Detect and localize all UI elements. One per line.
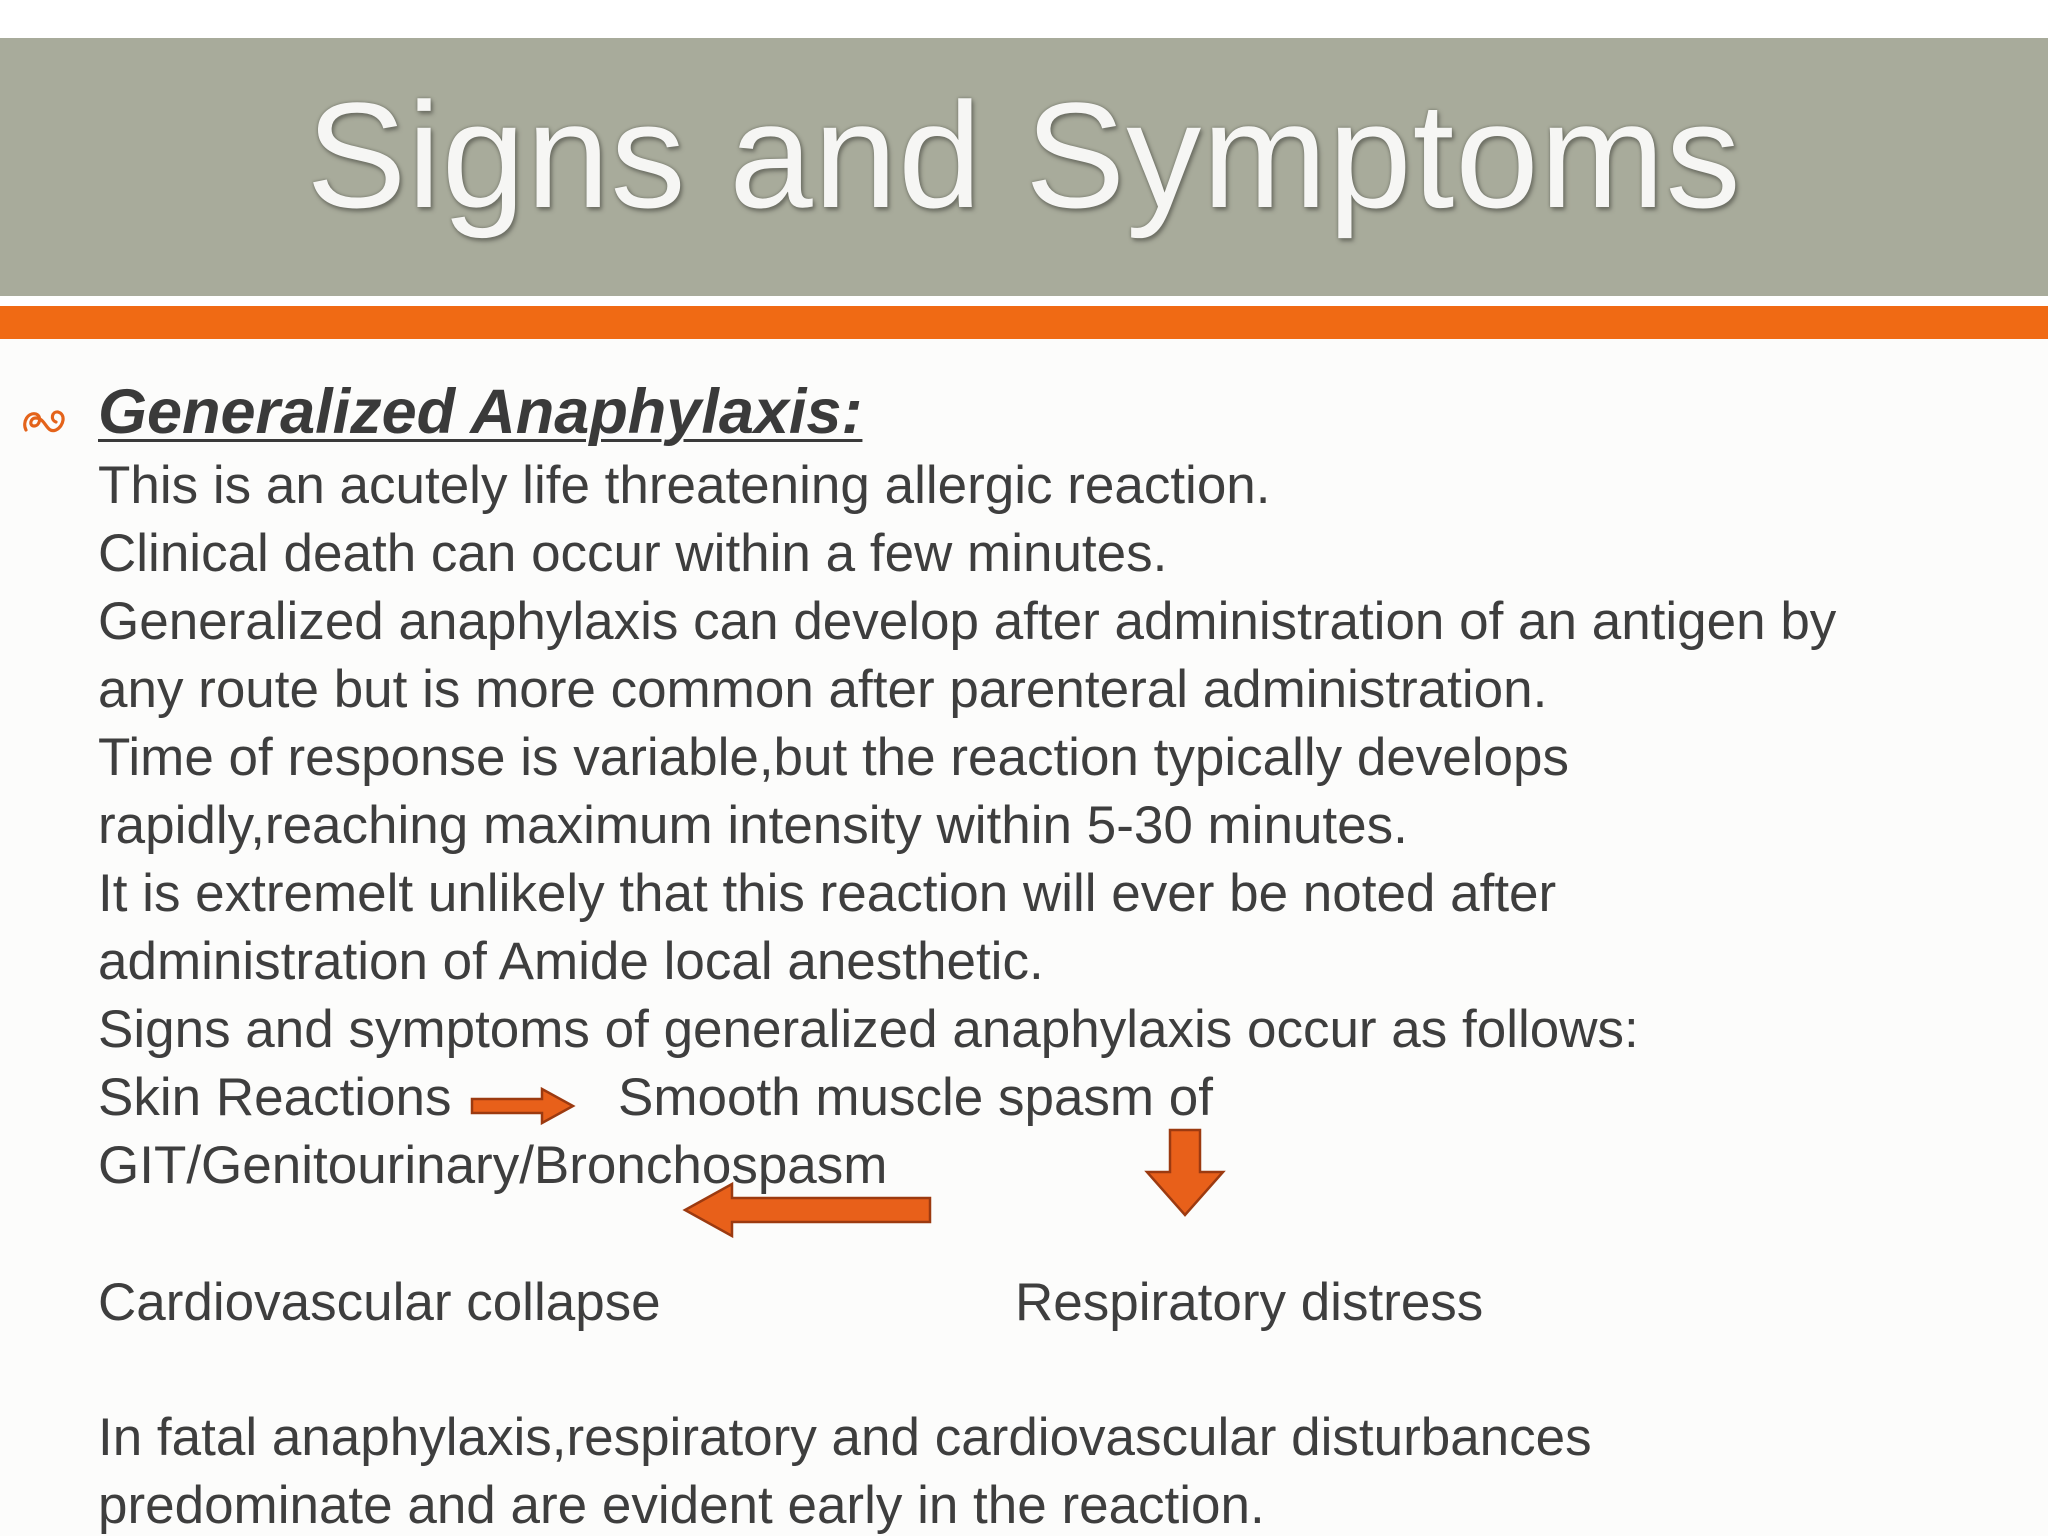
- closing-line: predominate and are evident early in the reaction.: [98, 1476, 1265, 1535]
- arrow-down-icon: [1144, 1128, 1226, 1218]
- flow-skin-reactions: Skin Reactions: [98, 1068, 452, 1127]
- bullet-ornament-svg: [20, 400, 72, 440]
- arrow-left-icon: [682, 1180, 932, 1240]
- slide-title: Signs and Symptoms: [306, 70, 1742, 239]
- slide-content: [98, 372, 2018, 1536]
- title-divider-gap: [0, 296, 2048, 306]
- body-line: It is extremelt unlikely that this reaction will ever be noted after: [98, 864, 1557, 923]
- body-line: administration of Amide local anesthetic.: [98, 932, 1044, 991]
- body-line: rapidly,reaching maximum intensity within 5-30 minutes.: [98, 796, 1408, 855]
- closing-paragraph: [98, 1404, 2018, 1536]
- body-line: Clinical death can occur within a few minutes.: [98, 524, 1168, 583]
- closing-line: In fatal anaphylaxis,respiratory and cardiovascular disturbances: [98, 1408, 1592, 1467]
- flow-smooth-muscle: Smooth muscle spasm of: [618, 1068, 1214, 1127]
- curly-ornament-icon: [20, 400, 72, 452]
- flow-respiratory-distress: Respiratory distress: [1015, 1273, 1484, 1332]
- body-line: This is an acutely life threatening allergic reaction.: [98, 456, 1271, 515]
- flow-cardiovascular-collapse: Cardiovascular collapse: [98, 1273, 661, 1332]
- flow-git-bronchospasm: GIT/Genitourinary/Bronchospasm: [98, 1136, 888, 1195]
- symptom-flow: [98, 1064, 2018, 1404]
- body-line: any route but is more common after parenteral administration.: [98, 660, 1548, 719]
- orange-divider: [0, 306, 2048, 339]
- body-line: Signs and symptoms of generalized anaphylaxis occur as follows:: [98, 1000, 1639, 1059]
- arrow-right-icon: [470, 1086, 576, 1126]
- body-line: Generalized anaphylaxis can develop after administration of an antigen by: [98, 592, 1837, 651]
- section-heading: Generalized Anaphylaxis:: [98, 377, 863, 447]
- body-line: Time of response is variable,but the reaction typically develops: [98, 728, 1570, 787]
